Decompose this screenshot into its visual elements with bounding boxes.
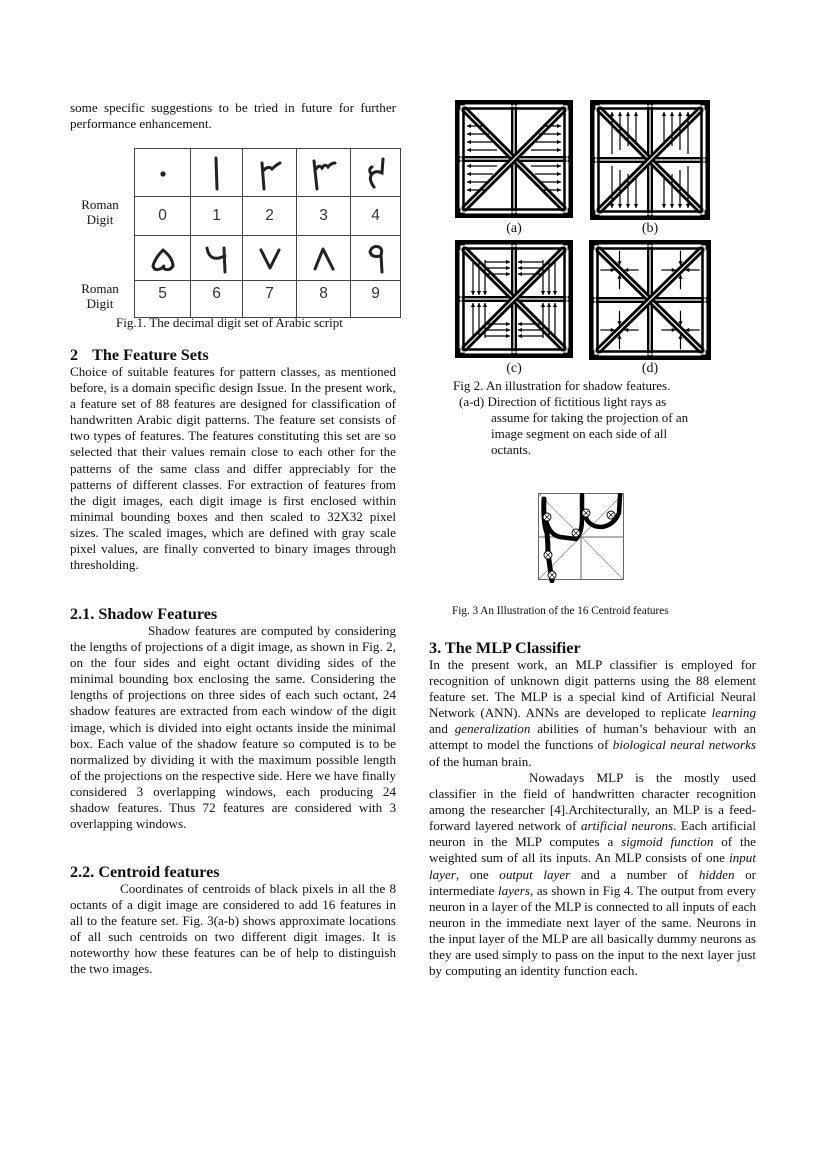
section-2-1-heading: 2.1. Shadow Features xyxy=(70,605,218,623)
fig2-panel-b xyxy=(590,100,710,220)
panel-label-a: (a) xyxy=(506,221,522,236)
roman-digit-cell: 4 xyxy=(351,197,401,236)
arabic-glyph-row-2 xyxy=(135,236,401,281)
row-label-roman-digit-1 xyxy=(70,197,130,227)
fig2-caption-line: image segment on each side of all xyxy=(491,426,668,441)
italic-term: learning xyxy=(711,705,756,721)
fig2-panel-c xyxy=(455,240,573,358)
fig2-caption-title: Fig 2. An illustration for shadow features. xyxy=(453,378,671,393)
italic-term: layers xyxy=(498,882,530,898)
arabic-glyph-row-1 xyxy=(135,149,401,197)
arabic-digit-table xyxy=(134,148,401,318)
italic-term: output layer xyxy=(499,866,571,882)
fig2-panel-d xyxy=(589,240,711,360)
arabic-7-glyph xyxy=(243,236,297,281)
arabic-5-glyph xyxy=(135,236,191,281)
fig2-panel-a xyxy=(455,100,573,218)
italic-term: hidden xyxy=(698,866,735,882)
text-run: In the present work, an MLP classifier is employed for recognition of unknown digit patterns using the 88 element feature set. The MLP is a special kind of Artificial Neural Network (ANN). ANNs are developed to replicate xyxy=(429,657,756,721)
section-2-2-heading: 2.2. Centroid features xyxy=(70,863,220,881)
roman-digit-cell: 7 xyxy=(243,281,297,318)
roman-digit-cell: 1 xyxy=(191,197,243,236)
section-number: 2 xyxy=(70,346,79,364)
italic-term: sigmoid function xyxy=(621,834,714,850)
text-run: , as shown in Fig 4. The output from every neuron in a layer of the MLP is connected to all inputs of each neuron in the immediate next layer of the same. Neurons in the input layer of the MLP are all basically dummy neurons as they are used simply to pass on the input to the next layer just by computing an identity function each. xyxy=(429,882,756,979)
italic-term: biological neural networks xyxy=(612,737,756,753)
section-2-1-body: Shadow features are computed by considering the lengths of projections of a digit image, as shown in Fig. 2, on the four sides and eight octant dividing sides of the minimal bounding box enclosing the same. Considering the lengths of projections on three sides of each such octant, 24 shadow features are extracted from each window of the digit image, which is divided into eight octants inside the minimal box. Each value of the shadow feature so computed is to be normalized by dividing it with the maximum possible length of the projections on the respective side. Here we have finally considered 3 overlapping windows, each producing 24 shadow features. Thus 72 features are considered with 3 overlapping windows. xyxy=(70,623,396,832)
roman-digit-row-1 xyxy=(135,197,401,236)
roman-digit-cell: 2 xyxy=(243,197,297,236)
row-label-line: Roman xyxy=(81,281,119,296)
text-run: of the weighted sum of all its inputs. An MLP consists of one xyxy=(429,834,756,866)
roman-digit-cell: 0 xyxy=(135,197,191,236)
shadow-diagram-inner-rays xyxy=(455,240,573,358)
arabic-4-glyph xyxy=(351,149,401,197)
arabic-2-glyph xyxy=(243,149,297,197)
panel-label-d: (d) xyxy=(641,361,659,376)
centroid-digit-image xyxy=(538,493,626,583)
intro-continuation-text: some specific suggestions to be tried in future for further performance enhancement. xyxy=(70,100,396,132)
text-run: or intermediate xyxy=(429,866,757,898)
roman-digit-row-2 xyxy=(135,281,401,318)
panel-label-c: (c) xyxy=(506,361,522,376)
fig3-caption: Fig. 3 An Illustration of the 16 Centroid features xyxy=(452,605,669,617)
text-run: and a number of xyxy=(570,866,699,882)
arabic-9-glyph xyxy=(351,236,401,281)
row-label-roman-digit-2 xyxy=(70,281,130,311)
text-run: and xyxy=(429,721,455,737)
section-title: The Feature Sets xyxy=(92,346,209,364)
shadow-diagram-horizontal-rays xyxy=(455,100,573,218)
fig2-caption-line: assume for taking the projection of an xyxy=(491,410,689,425)
italic-term: artificial neurons xyxy=(581,818,674,834)
text-run: . Each artificial neuron in the MLP computes a xyxy=(429,818,756,850)
arabic-3-glyph xyxy=(297,149,351,197)
shadow-diagram-diagonal-rays xyxy=(589,240,711,360)
section-2-heading xyxy=(70,346,209,364)
fig1-caption: Fig.1. The decimal digit set of Arabic script xyxy=(116,315,343,330)
text-run: Nowadays MLP is the mostly used classifier in the field of handwritten character recognition among the researcher [4].Architecturally, an MLP is a feed-forward layered network of xyxy=(429,770,756,834)
fig2-caption-body xyxy=(459,394,759,410)
roman-digit-cell: 8 xyxy=(297,281,351,318)
row-label-line: Digit xyxy=(86,296,114,311)
arabic-6-glyph xyxy=(191,236,243,281)
row-label-line: Roman xyxy=(81,197,119,212)
text-run: , one xyxy=(455,866,500,882)
section-3-heading: 3. The MLP Classifier xyxy=(429,639,581,657)
fig2-caption-prefix: (a-d) xyxy=(459,394,485,409)
fig3-centroid-diagram xyxy=(538,493,626,583)
fig2-caption-line: Direction of fictitious light rays as xyxy=(487,394,667,409)
section-3-paragraph-2 xyxy=(429,770,756,979)
arabic-1-glyph xyxy=(191,149,243,197)
roman-digit-cell: 9 xyxy=(351,281,401,318)
arabic-8-glyph xyxy=(297,236,351,281)
italic-term: input layer xyxy=(429,850,756,882)
row-label-line: Digit xyxy=(86,212,114,227)
shadow-diagram-vertical-rays xyxy=(590,100,710,220)
text-run: of the human brain. xyxy=(429,753,532,769)
text-run: abilities of human’s behaviour with an attempt to model the functions of xyxy=(429,721,756,753)
panel-label-b: (b) xyxy=(641,221,659,236)
section-2-body: Choice of suitable features for pattern classes, as mentioned before, is a domain specific design Issue. In the present work, a feature set of 88 features are designed for classification of handwritten Arabic digit patterns. The feature set consists of two types of features. The features constituting this set are so selected that their values remain close to each other for the patterns of the same class and differ appreciably for the patterns of different classes. For extraction of features from the digit images, each digit image is first enclosed within minimal bounding boxes and then scaled to 32X32 pixel sizes. The scaled images, which are defined with gray scale pixel values, are finally converted to binary images through thresholding. xyxy=(70,364,396,573)
roman-digit-cell: 6 xyxy=(191,281,243,318)
fig2-caption-line: octants. xyxy=(491,442,532,457)
section-2-2-body: Coordinates of centroids of black pixels in all the 8 octants of a digit image are considered to add 16 features in all to the feature set. Fig. 3(a-b) shows approximate locations of all such centroids on two different digit images. It is noteworthy how these features can be of help to distinguish the two images. xyxy=(70,881,396,977)
arabic-0-glyph xyxy=(135,149,191,197)
section-3-paragraph-1 xyxy=(429,657,756,770)
italic-term: generalization xyxy=(454,721,531,737)
roman-digit-cell: 5 xyxy=(135,281,191,318)
roman-digit-cell: 3 xyxy=(297,197,351,236)
